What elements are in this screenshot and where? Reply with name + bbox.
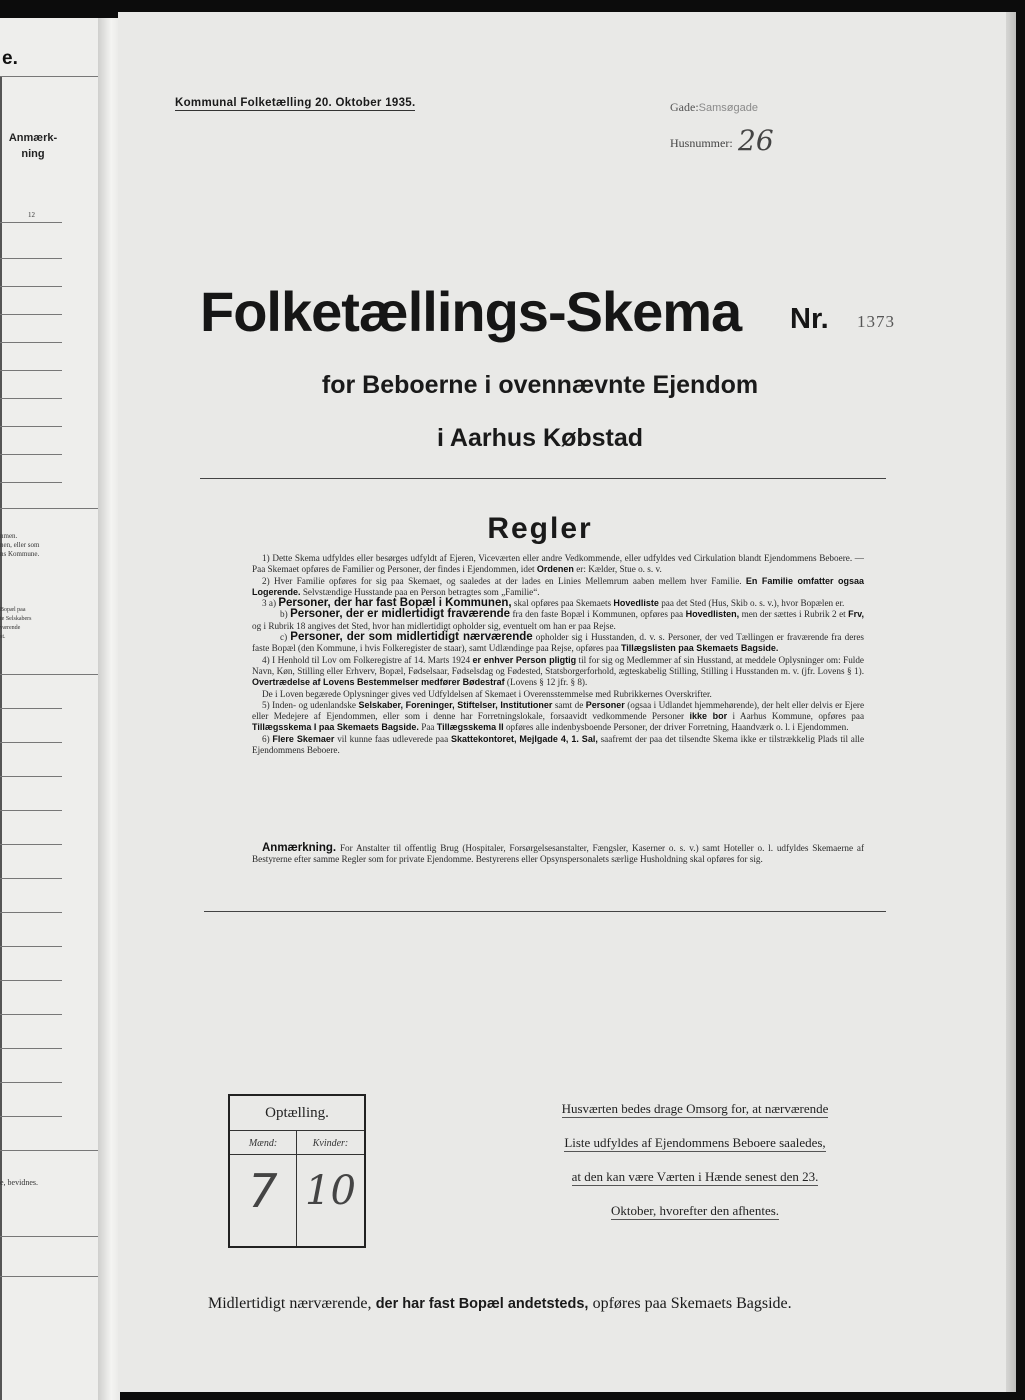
- rule-text: opføres alle indenbysboende Personer, der driver Forretning, Haandværk o. l. i Ejendommen.: [505, 722, 849, 733]
- rule-bold: Personer, der har fast Bopæl i Kommunen,: [278, 597, 512, 610]
- women-label: Kvinder:: [312, 1138, 349, 1149]
- landlord-note-line-1: Husværten bedes drage Omsorg for, at nærværende: [561, 1101, 829, 1116]
- footer-part-1: Midlertidigt nærværende,: [208, 1295, 372, 1312]
- left-page-column-number: 12: [28, 211, 35, 219]
- remark-divider: [204, 911, 886, 912]
- remark-section: [252, 843, 864, 866]
- rule-text: 1) Dette Skema udfyldes eller besørges udfyldt af Ejeren, Viceværten eller andre Vedkommende, eller udfyldes ved Cirkulation blandt Ejendommens Beboere. — Paa Skemaet opføres de Familier og Personer, der findes i Ejendommen, idet: [252, 553, 864, 575]
- landlord-note-row: [520, 1134, 870, 1168]
- left-page-rule: [0, 946, 62, 947]
- form-subtitle-2: i Aarhus Købstad: [436, 424, 644, 452]
- rule-text: 5) Inden- og udenlandske: [262, 699, 357, 710]
- men-label: Mænd:: [248, 1138, 278, 1149]
- left-page-column-header: Anmærk- ning: [8, 132, 58, 160]
- rule-number: c): [280, 632, 288, 643]
- left-page-note: nmen. nen, eller som ns Kommune.: [0, 532, 40, 558]
- remark-label: Anmærkning.: [262, 842, 337, 854]
- left-page-rule: [0, 222, 62, 223]
- rule-bold: Overtrædelse af Lovens Bestemmelser medfører Bødestraf: [252, 677, 505, 688]
- left-page-note-2: Bopæl paa te Selskabers værende st.: [0, 607, 32, 640]
- left-page-rule: [0, 370, 62, 371]
- rule-text: samt de: [554, 699, 584, 710]
- house-number-label: Husnummer:: [670, 136, 733, 150]
- rule-text: til for sig og Medlemmer af sin Husstand, at meddele Oplysninger om: Fulde Navn, Køn, Stilling eller Erhverv, Bopæl, Fødselsaar, Fødselsdag og Fødested, Statsborgerforhold, ægteskabelig Stilling, Stilling i Husstanden m. v. (jfr. Lovens § 1).: [252, 654, 865, 676]
- rules-body: [252, 553, 864, 756]
- rule-4: [252, 655, 864, 689]
- rule-1: [252, 553, 864, 576]
- footer-part-2: der har fast Bopæl andetsteds,: [375, 1296, 589, 1312]
- landlord-note-line-4: Oktober, hvorefter den afhentes.: [610, 1203, 780, 1218]
- left-page-rule: [0, 1276, 102, 1277]
- form-subtitle-1: for Beboerne i ovennævnte Ejendom: [321, 371, 759, 399]
- rule-3c: [252, 632, 864, 655]
- landlord-note-line-3: at den kan være Værten i Hænde senest den 23.: [571, 1169, 819, 1184]
- rule-bold: Personer, der som midlertidigt nærværende: [290, 631, 533, 644]
- street-label: Gade:: [670, 100, 699, 114]
- rule-bold: Tillægslisten paa Skemaets Bagside.: [620, 643, 779, 654]
- house-number-field: [670, 136, 733, 151]
- rule-text: (ogsaa i Udlandet hjemmehørende), der helt eller delvis er Ejere eller Medejere af Ejendommen, eller som i denne har Forretningslokale, forsaavidt vedkommende Personer: [252, 699, 865, 722]
- left-page-bottom-text: e, bevidnes.: [0, 1178, 38, 1187]
- landlord-note-row: [520, 1168, 870, 1202]
- rule-2: [252, 576, 864, 599]
- rule-text: i Aarhus Kommune, opføres paa: [732, 711, 865, 722]
- left-page-rule: [0, 426, 62, 427]
- men-count-handwritten: 7: [248, 1164, 278, 1218]
- left-page-header-letter: e.: [2, 48, 18, 69]
- rule-number: 3 a): [262, 598, 277, 609]
- rule-text: saafremt der paa det tilsendte Skema ikke er tilstrækkelig Plads til alle Ejendommens Beboere.: [252, 733, 865, 756]
- rule-3b: [252, 609, 864, 632]
- rule-number: 6): [262, 733, 270, 744]
- remark-paragraph: [252, 843, 864, 866]
- left-page-rule: [0, 878, 62, 879]
- left-page-rule: [0, 1082, 62, 1083]
- rule-text: (Lovens § 12 jfr. § 8).: [506, 677, 588, 688]
- left-page-rule: [0, 980, 62, 981]
- form-title: Folketællings-Skema: [200, 280, 742, 343]
- rule-text: paa det Sted (Hus, Skib o. s. v.), hvor Bopælen er.: [661, 598, 845, 609]
- left-page-rule: [0, 776, 62, 777]
- rule-bold: Frv,: [848, 609, 865, 620]
- footer-instruction: [208, 1295, 792, 1313]
- title-divider: [200, 478, 886, 479]
- left-page-rule: [0, 258, 62, 259]
- house-number-handwritten: 26: [738, 124, 774, 157]
- left-page-rule: [0, 508, 102, 509]
- page-edge: [1006, 12, 1016, 1392]
- rule-text: 4) I Henhold til Lov om Folkeregistre af 14. Marts 1924: [262, 654, 471, 665]
- rule-6: [252, 734, 864, 757]
- left-page-rule: [0, 482, 62, 483]
- rule-bold: Tillægsskema I paa Skemaets Bagside.: [252, 722, 419, 733]
- form-number-label: Nr.: [790, 303, 829, 335]
- street-field: [670, 100, 758, 115]
- rule-bold: Flere Skemaer: [272, 733, 335, 744]
- census-date-line: Kommunal Folketælling 20. Oktober 1935.: [175, 97, 416, 109]
- rule-bold: Hovedlisten,: [685, 609, 740, 620]
- rule-bold: Selskaber, Foreninger, Stiftelser, Institutioner: [358, 699, 553, 710]
- rule-text: opholder sig i Husstanden, d. v. s. Personer, der ved Tællingen er fraværende fra deres faste Bopæl (den Kommune, i hvis Folkeregister de staar), samt Udlændinge paa Rejse, opføres paa: [252, 632, 865, 654]
- left-page-rule: [0, 342, 62, 343]
- rule-bold: Hovedliste: [613, 598, 659, 609]
- left-page-rule: [0, 810, 62, 811]
- left-page-rule: [0, 1236, 102, 1237]
- rule-text: Paa: [421, 722, 435, 733]
- left-page-rule: [0, 1116, 62, 1117]
- left-page-rule: [0, 844, 62, 845]
- left-page-rule: [0, 1014, 62, 1015]
- left-page-rule: [0, 912, 62, 913]
- rule-bold: En Familie omfatter ogsaa Logerende.: [252, 575, 865, 597]
- left-page-rule: [0, 398, 62, 399]
- remark-text: For Anstalter til offentlig Brug (Hospitaler, Forsørgelsesanstalter, Fængsler, Kaserner o. s. v.) samt Hoteller o. l. udfyldes Skemaerne af Bestyrerne efter samme Regler som for private Ejendomme. Bestyrerens eller Opsynspersonalets særlige Husholdning skal opføres for sig.: [252, 843, 865, 865]
- rule-bold: Personer: [585, 699, 625, 710]
- left-page-column-border: [0, 76, 2, 1400]
- rule-bold: Personer, der er midlertidigt fraværende: [290, 608, 511, 621]
- landlord-note-line-2: Liste udfyldes af Ejendommens Beboere saaledes,: [564, 1135, 826, 1150]
- rule-number: b): [280, 609, 288, 620]
- landlord-note-row: [520, 1202, 870, 1236]
- count-box-rule: [230, 1154, 364, 1155]
- rules-heading: Regler: [487, 512, 593, 545]
- street-value: Samsøgade: [698, 102, 758, 114]
- form-number-value: 1373: [857, 312, 895, 331]
- left-page-rule: [0, 314, 62, 315]
- left-page-rule: [0, 674, 102, 675]
- women-count-handwritten: 10: [305, 1168, 356, 1214]
- left-page: [0, 18, 102, 1400]
- rule-bold: Ordenen: [536, 564, 574, 575]
- rule-text: skal opføres paa Skemaets: [513, 598, 612, 609]
- rule-text: 2) Hver Familie opføres for sig paa Skemaet, og saaledes at der lades en Linies Mellemrum aaben mellem hver Familie.: [262, 575, 742, 586]
- rule-text: er: Kælder, Stue o. s. v.: [576, 564, 662, 575]
- rule-text: men der sættes i Rubrik 2 et: [741, 609, 846, 620]
- landlord-note: [520, 1100, 870, 1236]
- rule-bold: er enhver Person pligtig: [472, 654, 577, 665]
- count-box: [228, 1094, 366, 1248]
- rule-text: vil kunne faas udleverede paa: [337, 733, 449, 744]
- rule-bold: Tillægsskema II: [436, 722, 504, 733]
- landlord-note-row: [520, 1100, 870, 1134]
- rule-4b: De i Loven begærede Oplysninger gives ved Udfyldelsen af Skemaet i Overensstemmelse med Rubrikkernes Overskrifter.: [262, 688, 712, 699]
- rule-bold: Skattekontoret, Mejlgade 4, 1. Sal,: [450, 733, 598, 744]
- left-page-rule: [0, 708, 62, 709]
- rule-bold: ikke bor: [689, 711, 728, 722]
- footer-part-3: opføres paa Skemaets Bagside.: [592, 1295, 792, 1312]
- left-page-rule: [0, 742, 62, 743]
- rule-5: [252, 700, 864, 734]
- left-page-rule: [0, 76, 102, 77]
- left-page-rule: [0, 1048, 62, 1049]
- left-page-rule: [0, 1150, 102, 1151]
- count-box-title: Optælling.: [265, 1105, 329, 1121]
- rule-text: fra den faste Bopæl i Kommunen, opføres paa: [512, 609, 684, 620]
- book-gutter: [98, 18, 120, 1400]
- count-box-rule: [230, 1130, 364, 1131]
- rule-text: og i Rubrik 18 angives det Sted, hvor han midlertidigt opholder sig, eventuelt om han er paa Rejse.: [252, 620, 616, 631]
- left-page-rule: [0, 286, 62, 287]
- left-page-rule: [0, 454, 62, 455]
- rule-text: Selvstændige Husstande paa en Person betragtes som „Familie“.: [302, 586, 540, 597]
